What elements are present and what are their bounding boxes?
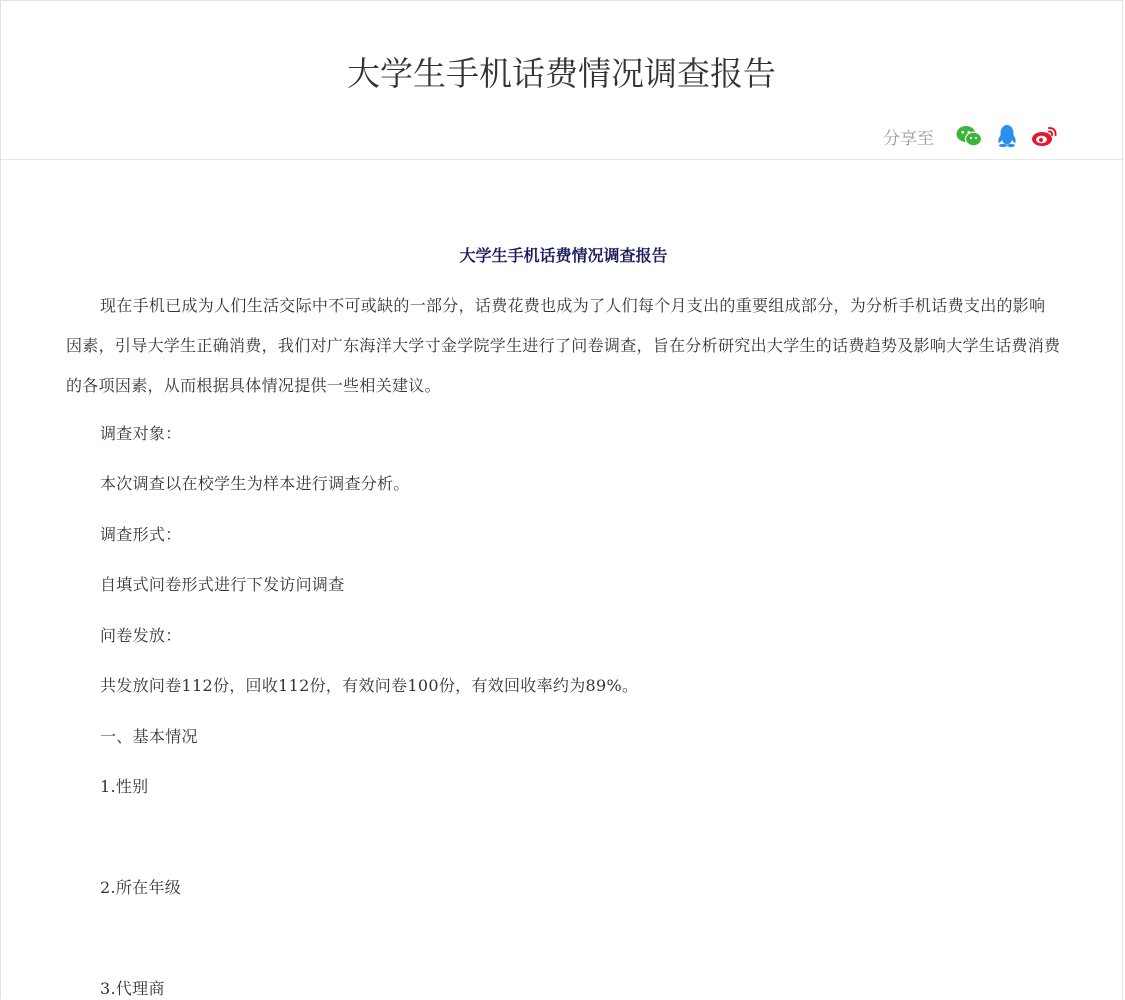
share-bar xyxy=(883,121,1060,151)
item-grade: 2.所在年级 xyxy=(100,878,182,897)
intro-paragraph: 现在手机已成为人们生活交际中不可或缺的一部分，话费花费也成为了人们每个月支出的重要组成部分，为分析手机话费支出的影响因素，引导大学生正确消费，我们对广东海洋大学寸金学院学生进行了问卷调查，旨在分析研究出大学生的话费趋势及影响大学生话费消费的各项因素，从而根据具体情况提供一些相关建议。 xyxy=(66,296,1061,395)
section-label-distribution: 问卷发放： xyxy=(100,626,182,645)
article-title: 大学生手机话费情况调查报告 xyxy=(459,246,668,265)
share-label: 分享至 xyxy=(883,128,934,149)
paragraph-subject: 本次调查以在校学生为样本进行调查分析。 xyxy=(100,474,410,493)
wechat-icon[interactable] xyxy=(954,121,984,151)
page-title: 大学生手机话费情况调查报告 xyxy=(347,54,776,93)
page-header xyxy=(1,1,1122,160)
item-gender: 1.性别 xyxy=(100,777,149,796)
paragraph-distribution: 共发放问卷112份，回收112份，有效问卷100份，有效回收率约为89%。 xyxy=(100,676,639,695)
item-carrier: 3.代理商 xyxy=(100,979,165,998)
qq-icon[interactable] xyxy=(992,121,1022,151)
weibo-icon[interactable] xyxy=(1030,121,1060,151)
section-heading-basic: 一、基本情况 xyxy=(100,727,198,746)
paragraph-form: 自填式问卷形式进行下发访问调查 xyxy=(100,575,345,594)
section-label-form: 调查形式： xyxy=(100,525,182,544)
section-label-subject: 调查对象： xyxy=(100,424,182,443)
